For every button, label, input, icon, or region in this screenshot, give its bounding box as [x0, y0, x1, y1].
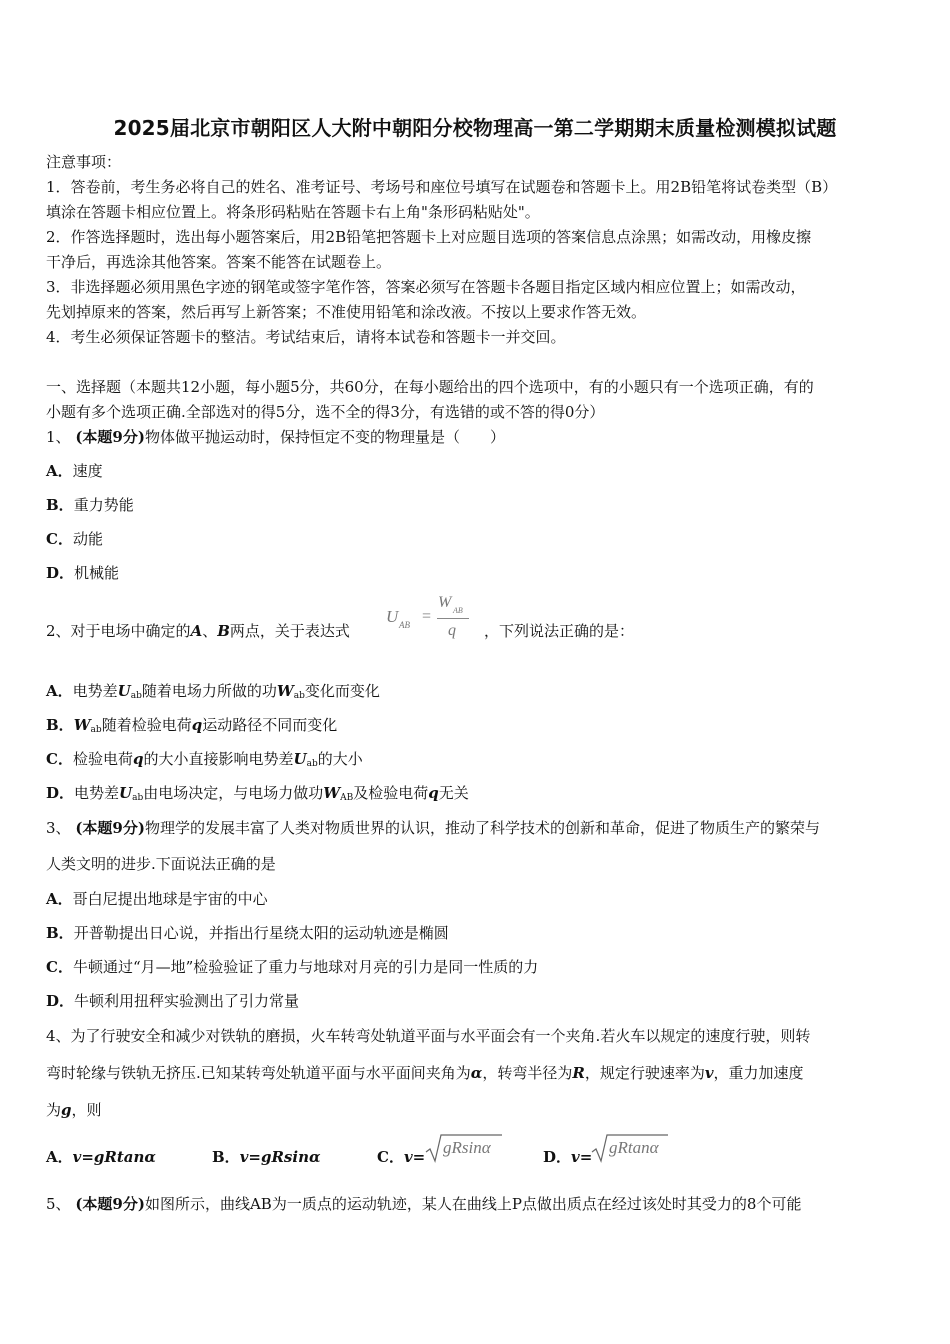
- option-text: 检验电荷: [72, 750, 133, 768]
- notice-line-2: 填涂在答题卡相应位置上。将条形码粘贴在答题卡右上角"条形码粘贴处"。: [46, 203, 540, 221]
- option-text: 机械能: [74, 564, 120, 582]
- option-text: 由电场决定，与电场力做功: [143, 784, 324, 802]
- question-number: 4、: [46, 1027, 71, 1045]
- option-formula: v=gRtanα: [72, 1148, 156, 1166]
- question-4-option-b: [212, 1147, 321, 1167]
- question-text: 弯时轮缘与铁轨无挤压.已知某转弯处轨道平面与水平面间夹角为: [46, 1064, 471, 1082]
- option-text: 电势差: [72, 682, 118, 700]
- question-text: ，转弯半径为: [482, 1064, 573, 1082]
- subscript: AB: [340, 793, 354, 803]
- option-text: 运动路径不同而变化: [202, 716, 338, 734]
- option-letter: D．: [46, 992, 75, 1010]
- option-letter: D．: [543, 1148, 572, 1166]
- formula-q: q: [448, 622, 456, 639]
- subscript: ab: [130, 691, 142, 701]
- notice-line-4: 干净后，再选涂其他答案。答案不能答在试题卷上。: [46, 253, 392, 271]
- question-3-option-a: [46, 889, 268, 909]
- notice-line-3: 2．作答选择题时，选出每小题答案后，用2B铅笔把答题卡上对应题目选项的答案信息点涂黑；如需改动，用橡皮擦: [46, 228, 812, 246]
- option-text: 及检验电荷: [353, 784, 429, 802]
- fraction-bar: [437, 618, 469, 619]
- option-letter: A．: [46, 462, 73, 480]
- formula-uab: [386, 596, 472, 644]
- point-b: B: [217, 622, 230, 640]
- question-text: 为: [46, 1101, 62, 1119]
- question-text: 两点，关于表达式: [229, 622, 350, 640]
- option-letter: A．: [46, 890, 73, 908]
- question-text: 为了行驶安全和减少对铁轨的磨损，火车转弯处轨道平面与水平面会有一个夹角.若火车以规定的速度行驶，则转: [70, 1027, 811, 1045]
- var-u: U: [293, 750, 307, 768]
- var-alpha: α: [470, 1064, 483, 1082]
- option-letter: B．: [46, 716, 74, 734]
- option-letter: A．: [46, 1148, 73, 1166]
- question-1-option-b: [46, 495, 134, 515]
- option-letter: C．: [46, 958, 73, 976]
- option-text: 随着电场力所做的功: [141, 682, 277, 700]
- question-text: 物理学的发展丰富了人类对物质世界的认识，推动了科学技术的创新和革命，促进了物质生产的繁荣与: [144, 819, 820, 837]
- question-score: (本题9分): [75, 428, 145, 446]
- question-4-stem-line-2: [46, 1063, 804, 1083]
- notice-line-5: 3．非选择题必须用黑色字迹的钢笔或签字笔作答，答案必须写在答题卡各题目指定区域内相应位置上；如需改动，: [46, 278, 806, 296]
- option-text: 无关: [438, 784, 469, 802]
- option-text: 变化而变化: [304, 682, 380, 700]
- question-number: 2、: [46, 622, 71, 640]
- var-v: v: [704, 1064, 714, 1082]
- question-4-option-c: [377, 1147, 425, 1167]
- question-2-option-c: [46, 749, 363, 774]
- notice-line-1: 1．答卷前，考生务必将自己的姓名、准考证号、考场号和座位号填写在试题卷和答题卡上。用2B铅笔将试卷类型（B）: [46, 178, 838, 196]
- radicand: gRsinα: [443, 1138, 491, 1157]
- subscript: ab: [293, 691, 305, 701]
- option-text: 哥白尼提出地球是宇宙的中心: [72, 890, 268, 908]
- question-3-stem-line-2: 人类文明的进步.下面说法正确的是: [46, 855, 276, 873]
- subscript: ab: [132, 793, 144, 803]
- option-letter: B．: [212, 1148, 240, 1166]
- option-formula: v=: [403, 1148, 426, 1166]
- var-w: W: [73, 716, 91, 734]
- question-score: (本题9分): [75, 819, 145, 837]
- question-number: 3、: [46, 819, 71, 837]
- option-letter: D．: [46, 564, 75, 582]
- option-letter: A．: [46, 682, 73, 700]
- var-u: U: [119, 784, 133, 802]
- option-text: 牛顿通过“月—地”检验验证了重力与地球对月亮的引力是同一性质的力: [72, 958, 539, 976]
- question-text: ，规定行驶速率为: [584, 1064, 705, 1082]
- question-4-stem-line-3: [46, 1100, 102, 1120]
- option-formula: v=: [571, 1148, 593, 1166]
- option-letter: B．: [46, 496, 74, 514]
- option-letter: C．: [46, 750, 73, 768]
- question-2-option-b: [46, 715, 337, 740]
- question-number: 1、: [46, 428, 71, 446]
- formula-equals: =: [422, 608, 432, 625]
- var-w: W: [276, 682, 294, 700]
- question-2-option-d: [46, 783, 469, 808]
- question-3-option-d: [46, 991, 299, 1011]
- question-text: 物体做平抛运动时，保持恒定不变的物理量是（ ）: [144, 428, 505, 446]
- subscript: ab: [90, 725, 102, 735]
- option-letter: C．: [377, 1148, 404, 1166]
- question-text: ，则: [71, 1101, 102, 1119]
- formula-u-sub: AB: [399, 620, 410, 630]
- option-text: 电势差: [74, 784, 120, 802]
- formula-w-sub: AB: [453, 606, 463, 615]
- question-text: 对于电场中确定的: [70, 622, 191, 640]
- question-3-option-c: [46, 957, 538, 977]
- question-5-stem-line-1: [46, 1194, 801, 1214]
- var-u: U: [117, 682, 131, 700]
- option-text: 开普勒提出日心说，并指出行星绕太阳的运动轨迹是椭圆: [73, 924, 449, 942]
- formula-u: U: [386, 607, 399, 626]
- point-a: A: [190, 622, 203, 640]
- option-letter: C．: [46, 530, 73, 548]
- question-4-stem-line-1: [46, 1026, 810, 1046]
- var-q: q: [132, 750, 144, 768]
- page-title: 2025届北京市朝阳区人大附中朝阳分校物理高一第二学期期末质量检测模拟试题: [113, 116, 837, 140]
- option-text: 速度: [72, 462, 103, 480]
- formula-w: W: [438, 594, 452, 611]
- question-2-stem: [46, 621, 350, 641]
- option-text: 重力势能: [73, 496, 134, 514]
- question-3-option-b: [46, 923, 449, 943]
- question-4-option-a: [46, 1147, 156, 1167]
- question-1-option-c: [46, 529, 103, 549]
- question-text: ，重力加速度: [713, 1064, 804, 1082]
- option-text: 的大小: [317, 750, 363, 768]
- section-heading-line-1: 一、选择题（本题共12小题，每小题5分，共60分，在每小题给出的四个选项中，有的小题只有一个选项正确，有的: [46, 378, 814, 396]
- question-number: 5、: [46, 1195, 71, 1213]
- var-w: W: [323, 784, 341, 802]
- option-text: 动能: [72, 530, 103, 548]
- var-g: g: [61, 1101, 72, 1119]
- question-2-stem-end: ，下列说法正确的是：: [484, 622, 635, 640]
- question-1-stem: [46, 427, 505, 447]
- notice-heading: 注意事项：: [46, 153, 122, 171]
- question-2-option-a: [46, 681, 380, 706]
- question-3-stem-line-1: [46, 818, 820, 838]
- question-4-option-d: [543, 1147, 592, 1167]
- var-q: q: [191, 716, 203, 734]
- question-text: 如图所示，曲线AB为一质点的运动轨迹，某人在曲线上P点做出质点在经过该处时其受力的8个可能: [144, 1195, 802, 1213]
- var-r: R: [572, 1064, 585, 1082]
- radicand: gRtanα: [609, 1138, 659, 1157]
- var-q: q: [428, 784, 439, 802]
- option-text: 随着检验电荷: [101, 716, 192, 734]
- subscript: ab: [306, 759, 318, 769]
- notice-line-6: 先划掉原来的答案，然后再写上新答案；不准使用铅笔和涂改液。不按以上要求作答无效。: [46, 303, 647, 321]
- option-letter: D．: [46, 784, 75, 802]
- option-letter: B．: [46, 924, 74, 942]
- question-score: (本题9分): [75, 1195, 145, 1213]
- option-text: 牛顿利用扭秤实验测出了引力常量: [74, 992, 300, 1010]
- question-1-option-a: [46, 461, 103, 481]
- section-heading-line-2: 小题有多个选项正确.全部选对的得5分，选不全的得3分，有选错的或不答的得0分）: [46, 403, 605, 421]
- notice-line-7: 4．考生必须保证答题卡的整洁。考试结束后，请将本试卷和答题卡一并交回。: [46, 328, 566, 346]
- option-text: 的大小直接影响电势差: [143, 750, 294, 768]
- option-formula: v=gRsinα: [239, 1148, 321, 1166]
- separator: 、: [202, 622, 218, 640]
- question-1-option-d: [46, 563, 119, 583]
